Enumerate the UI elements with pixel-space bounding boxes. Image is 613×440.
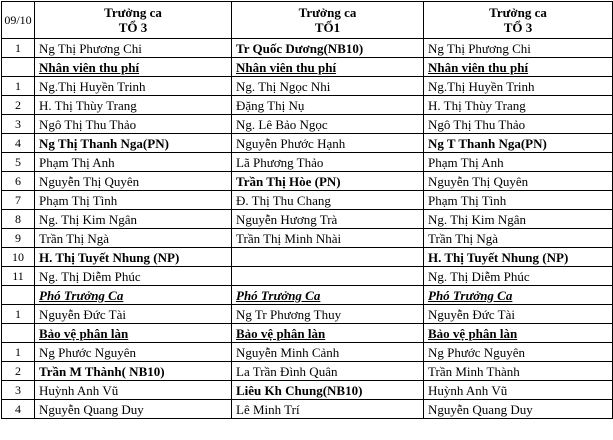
shift-roster-table	[1, 1, 613, 419]
name-cell[interactable]: Ng Phước Nguyên	[35, 343, 232, 362]
table-row	[2, 362, 613, 381]
table-row	[2, 39, 613, 58]
table-row	[2, 324, 613, 343]
name-cell[interactable]: Phạm Thị Anh	[424, 153, 613, 172]
name-cell[interactable]: Nguyễn Phước Hạnh	[232, 134, 424, 153]
name-cell[interactable]: Trần Thị Minh Nhài	[232, 229, 424, 248]
header-team: TỔ 3	[118, 20, 148, 35]
name-cell[interactable]: Đặng Thị Nụ	[232, 96, 424, 115]
name-cell[interactable]: Nguyễn Đức Tài	[35, 305, 232, 324]
name-cell[interactable]: Ngô Thị Thu Thảo	[35, 115, 232, 134]
name-cell[interactable]: Ng Thị Phương Chi	[35, 39, 232, 58]
name-cell[interactable]: Phó Trưởng Ca	[424, 286, 613, 305]
name-cell[interactable]: Liêu Kh Chung(NB10)	[232, 381, 424, 400]
name-cell[interactable]: Lê Minh Trí	[232, 400, 424, 419]
row-number-cell[interactable]: 7	[2, 191, 35, 210]
table-row	[2, 343, 613, 362]
name-cell[interactable]: Bảo vệ phân làn	[35, 324, 232, 343]
name-cell[interactable]: La Trần Đình Quân	[232, 362, 424, 381]
row-number-cell[interactable]: 1	[2, 39, 35, 58]
name-cell[interactable]: Phạm Thị Tình	[424, 191, 613, 210]
table-row	[2, 96, 613, 115]
name-cell[interactable]: Đ. Thị Thu Chang	[232, 191, 424, 210]
name-cell[interactable]: Trần M Thành( NB10)	[35, 362, 232, 381]
row-number-cell[interactable]: 6	[2, 172, 35, 191]
name-cell[interactable]: Ng.Thị Huyền Trinh	[424, 77, 613, 96]
row-number-cell[interactable]: 9	[2, 229, 35, 248]
header-row	[2, 2, 613, 39]
name-cell[interactable]: Tr Quốc Dương(NB10)	[232, 39, 424, 58]
row-number-cell[interactable]: 11	[2, 267, 35, 286]
name-cell[interactable]: Nguyễn Hương Trà	[232, 210, 424, 229]
header-title: Trưởng ca	[104, 5, 162, 20]
name-cell[interactable]: Bảo vệ phân làn	[424, 324, 613, 343]
name-cell[interactable]	[232, 248, 424, 267]
name-cell[interactable]: Phạm Thị Anh	[35, 153, 232, 172]
header-team-2[interactable]	[232, 2, 424, 39]
name-cell[interactable]: Nguyễn Đức Tài	[424, 305, 613, 324]
row-number-cell[interactable]: 1	[2, 305, 35, 324]
table-row	[2, 134, 613, 153]
name-cell[interactable]: Nhân viên thu phí	[35, 58, 232, 77]
name-cell[interactable]: Nguyễn Minh Cảnh	[232, 343, 424, 362]
name-cell[interactable]: Nguyễn Quang Duy	[35, 400, 232, 419]
row-number-cell[interactable]: 1	[2, 77, 35, 96]
table-row	[2, 267, 613, 286]
row-number-cell[interactable]: 4	[2, 400, 35, 419]
row-number-cell[interactable]: 1	[2, 343, 35, 362]
header-title: Trưởng ca	[298, 5, 357, 20]
name-cell[interactable]: Ng. Thị Kim Ngân	[35, 210, 232, 229]
name-cell[interactable]	[232, 267, 424, 286]
name-cell[interactable]: Bảo vệ phân làn	[232, 324, 424, 343]
name-cell[interactable]: Trần Thị Hòe (PN)	[232, 172, 424, 191]
name-cell[interactable]: H. Thị Tuyết Nhung (NP)	[35, 248, 232, 267]
table-row	[2, 58, 613, 77]
row-number-cell[interactable]: 4	[2, 134, 35, 153]
roster-body	[2, 2, 613, 419]
header-team-1[interactable]	[35, 2, 232, 39]
name-cell[interactable]: Huỳnh Anh Vũ	[35, 381, 232, 400]
header-team: TỔ1	[314, 20, 341, 35]
name-cell[interactable]: Ngô Thị Thu Thảo	[424, 115, 613, 134]
table-row	[2, 229, 613, 248]
name-cell[interactable]: Ng. Thị Diễm Phúc	[35, 267, 232, 286]
name-cell[interactable]: H. Thị Tuyết Nhung (NP)	[424, 248, 613, 267]
name-cell[interactable]: Nguyễn Quang Duy	[424, 400, 613, 419]
name-cell[interactable]: Ng. Thị Ngọc Nhi	[232, 77, 424, 96]
name-cell[interactable]: H. Thị Thùy Trang	[424, 96, 613, 115]
row-number-cell[interactable]: 8	[2, 210, 35, 229]
row-number-cell[interactable]: 5	[2, 153, 35, 172]
date-cell[interactable]: 09/10	[2, 2, 35, 39]
row-number-cell[interactable]: 3	[2, 115, 35, 134]
header-title: Trưởng ca	[489, 5, 547, 20]
name-cell[interactable]: Ng. Thị Kim Ngân	[424, 210, 613, 229]
table-row	[2, 172, 613, 191]
table-row	[2, 286, 613, 305]
name-cell[interactable]: Ng T Thanh Nga(PN)	[424, 134, 613, 153]
table-row	[2, 400, 613, 419]
table-row	[2, 381, 613, 400]
table-row	[2, 305, 613, 324]
name-cell[interactable]: Phạm Thị Tình	[35, 191, 232, 210]
row-number-cell[interactable]	[2, 286, 35, 305]
name-cell[interactable]: Phó Trưởng Ca	[35, 286, 232, 305]
table-row	[2, 248, 613, 267]
row-number-cell[interactable]	[2, 58, 35, 77]
name-cell[interactable]: Nguyễn Thị Quyên	[424, 172, 613, 191]
name-cell[interactable]: Nhân viên thu phí	[232, 58, 424, 77]
name-cell[interactable]: Trần Thị Ngà	[424, 229, 613, 248]
table-row	[2, 77, 613, 96]
name-cell[interactable]: Ng. Thị Diễm Phúc	[424, 267, 613, 286]
row-number-cell[interactable]: 2	[2, 362, 35, 381]
row-number-cell[interactable]: 10	[2, 248, 35, 267]
header-team: TỔ 3	[503, 20, 533, 35]
name-cell[interactable]: Trần Minh Thành	[424, 362, 613, 381]
name-cell[interactable]: Nguyễn Thị Quyên	[35, 172, 232, 191]
name-cell[interactable]: Ng Thị Thanh Nga(PN)	[35, 134, 232, 153]
row-number-cell[interactable]	[2, 324, 35, 343]
table-row	[2, 115, 613, 134]
name-cell[interactable]: Phó Trưởng Ca	[232, 286, 424, 305]
name-cell[interactable]: Ng Thị Phương Chi	[424, 39, 613, 58]
name-cell[interactable]: Ng. Lê Bảo Ngọc	[232, 115, 424, 134]
row-number-cell[interactable]: 2	[2, 96, 35, 115]
table-row	[2, 191, 613, 210]
header-team-3[interactable]	[424, 2, 613, 39]
name-cell[interactable]: Ng Tr Phương Thuy	[232, 305, 424, 324]
name-cell[interactable]: Nhân viên thu phí	[424, 58, 613, 77]
name-cell[interactable]: Huỳnh Anh Vũ	[424, 381, 613, 400]
table-row	[2, 210, 613, 229]
row-number-cell[interactable]: 3	[2, 381, 35, 400]
name-cell[interactable]: Ng.Thị Huyền Trinh	[35, 77, 232, 96]
name-cell[interactable]: Ng Phước Nguyên	[424, 343, 613, 362]
name-cell[interactable]: Lã Phương Thảo	[232, 153, 424, 172]
name-cell[interactable]: H. Thị Thùy Trang	[35, 96, 232, 115]
name-cell[interactable]: Trần Thị Ngà	[35, 229, 232, 248]
table-row	[2, 153, 613, 172]
